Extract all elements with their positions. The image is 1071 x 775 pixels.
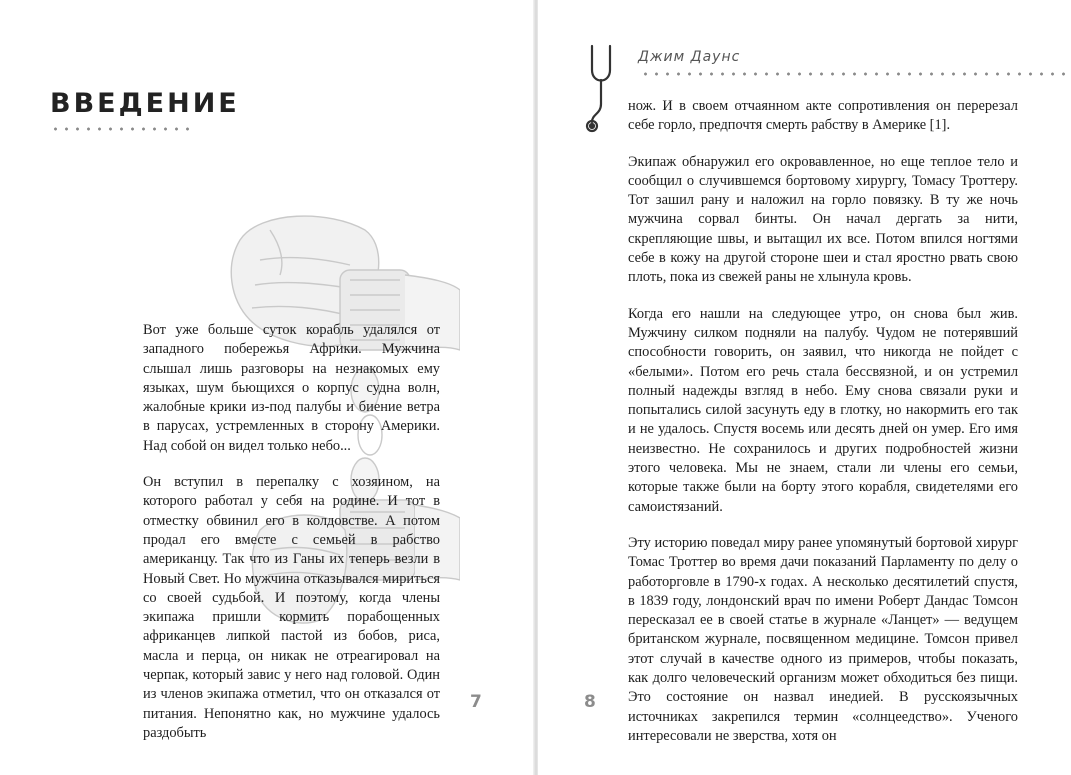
left-body-text: [143, 321, 440, 760]
running-head: Джим Даунс: [638, 49, 741, 65]
paragraph: Эту историю поведал миру ранее упомянутый бортовой хирург Томас Троттер во время дачи показаний Парламенту по делу о работорговле в 1790-х годах. А несколько десятилетий спустя, в 1839 году, лондонский врач по имени Роберт Дандас Томсон пересказал ее в своей статье в журнале «Ланцет» — ведущем британском журнале, посвященном медицине. Томсон привел этот случай в качестве одного из примеров, чтобы показать, как долго человеческий организм может обходиться без пищи. Это состояние он назвал инедией. В русскоязычных источниках закрепился термин «солнцеедство». Ученого интересовали не зверства, хотя он: [628, 534, 1018, 744]
page-number-left: 7: [470, 692, 482, 712]
right-body-text: [628, 97, 1018, 763]
stethoscope-icon: [580, 42, 622, 134]
paragraph: Вот уже больше суток корабль удалялся от западного побережья Африки. Мужчина слышал лишь разговоры на незнакомых ему языках, шум бьющихся о корпус судна волн, жалобные крики из-под палубы и биение ветра в парусах, устремленных в сторону Америки. Над собой он видел только небо...: [143, 322, 440, 454]
page-number-right: 8: [584, 692, 596, 712]
paragraph: Экипаж обнаружил его окровавленное, но еще теплое тело и сообщил о случившемся бортовому хирургу, Томасу Троттеру. Тот зашил рану и наложил на горло повязку. В ту же ночь мужчина сорвал бинты. Он начал дергать за нити, скрепляющие швы, и вытащил их все. Потом впился ногтями себе в кожу на другой стороне шеи и стал яростно рвать свою плоть, пока из свежей раны не хлынула кровь.: [628, 153, 1018, 286]
left-page: [0, 0, 535, 775]
paragraph: Он вступил в перепалку с хозяином, на которого работал у себя на родине. И тот в отместку обвинил его в колдовстве. А потом продал его вместе с семьей в рабство американцу. Так что из Ганы их теперь везли в Новый Свет. Но мужчина отказывался мириться со своей судьбой. И поэтому, когда члены экипажа пришли кормить порабощенных африканцев липкой пастой из бобов, риса, масла и перца, он никак не отреагировал на черпак, который завис у него над головой. Один из членов экипажа отметил, что он отказался от питания. Непонятно как, но мужчине удалось раздобыть: [143, 474, 440, 741]
title-dotted-rule: [50, 127, 195, 131]
chapter-title: ВВЕДЕНИЕ: [50, 88, 240, 119]
paragraph: Когда его нашли на следующее утро, он снова был жив. Мужчину силком подняли на палубу. Чудом не потерявший способности говорить, он заявил, что никогда не пойдет с «белыми». Потом его речь стала бессвязной, и он устремил полный надежды взгляд в небо. Ему снова связали руки и попытались силой засунуть еду в глотку, но накормить его так и не удалось. Спустя восемь или десять дней он умер. Его имя неизвестно. Не сохранилось и других подробностей жизни этого человека. Мы не знаем, стали ли члены его семьи, которые также были на борту этого корабля, свидетелями его самоистязаний.: [628, 305, 1018, 515]
header-dotted-rule: [640, 72, 1068, 76]
paragraph: нож. И в своем отчаянном акте сопротивления он перерезал себе горло, предпочтя смерть рабству в Америке [1].: [628, 98, 1018, 134]
